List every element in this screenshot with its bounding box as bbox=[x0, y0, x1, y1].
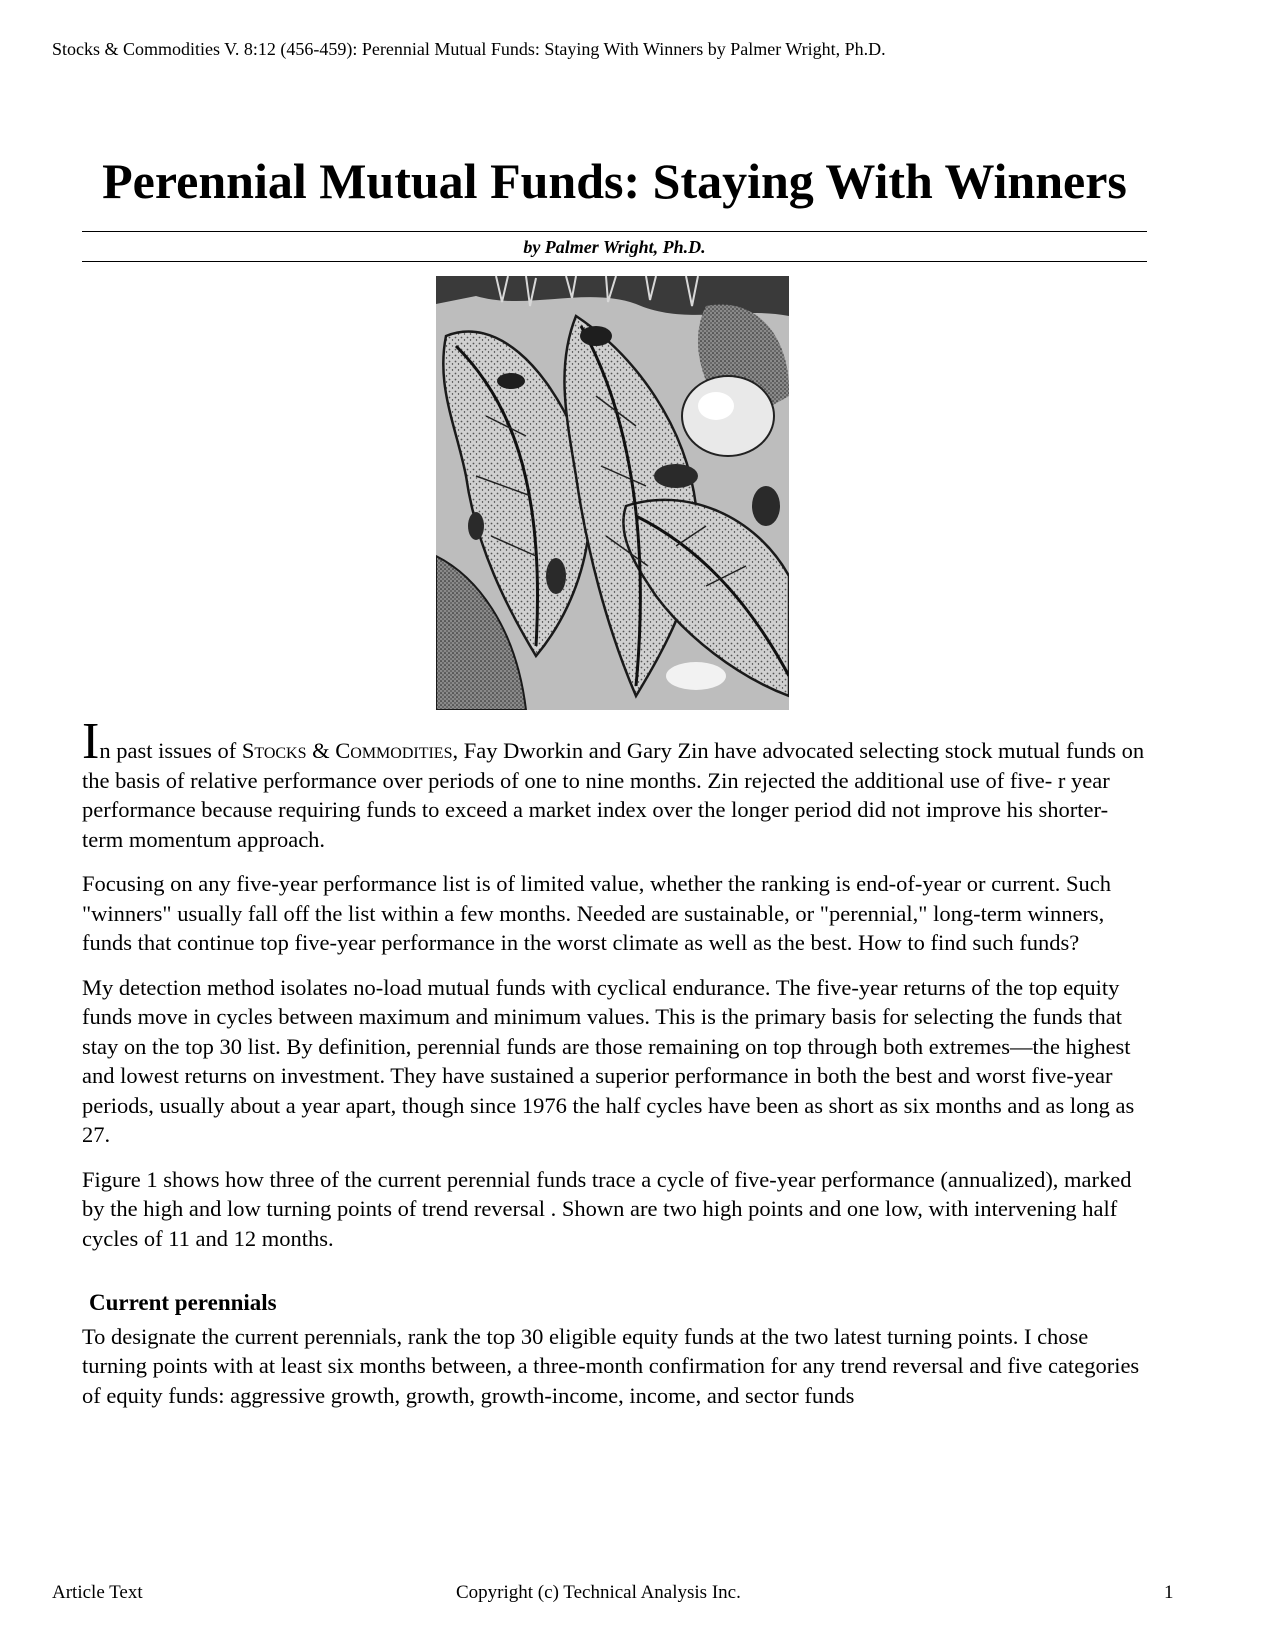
intro-text: , Fay Dworkin and Gary Zin have advocated selecting stock mutual funds on the basis of relative performance over periods of one to nine months. Zin rejected the additional use of five- r year performance because requiring funds to exceed a market index over the longer period did not improve his shorter-term momentum approach. bbox=[82, 738, 1145, 852]
body-paragraph: Focusing on any five-year performance list is of limited value, whether the ranking is end-of-year or current. Such "winners" usually fall off the list within a few months. Needed are sustainable, or "perennial," long-term winners, funds that continue top five-year performance in the worst climate as well as the best. How to find such funds? bbox=[82, 871, 1112, 955]
body-paragraph: My detection method isolates no-load mutual funds with cyclical endurance. The five-year returns of the top equity funds move in cycles between maximum and minimum values. This is the primary basis for selecting the funds that stay on the top 30 list. By definition, perennial funds are those remaining on top through both extremes—the highest and lowest returns on investment. They have sustained a superior performance in both the best and worst five-year periods, usually about a year apart, though since 1976 the half cycles have been as short as six months and as long as 27. bbox=[82, 974, 1135, 1147]
section-paragraph: To designate the current perennials, rank the top 30 eligible equity funds at the two latest turning points. I chose turning points with at least six months between, a three-month confirmation for any trend reversal and five categories of equity funds: aggressive growth, growth, growth-income, income, and sector funds bbox=[82, 1323, 1140, 1408]
footer-copyright: Copyright (c) Technical Analysis Inc. bbox=[456, 1582, 741, 1603]
section-heading: Current perennials bbox=[89, 1290, 277, 1315]
byline-bottom-rule bbox=[82, 261, 1147, 262]
intro-paragraph bbox=[82, 713, 1147, 854]
oak-leaves-acorn-illustration bbox=[436, 276, 789, 710]
article-title: Perennial Mutual Funds: Staying With Winners bbox=[102, 153, 1127, 209]
article-body bbox=[82, 713, 1147, 1425]
magazine-name: Stocks & Commodities bbox=[241, 738, 453, 763]
byline: by Palmer Wright, Ph.D. bbox=[523, 237, 706, 257]
body-paragraph: Figure 1 shows how three of the current perennial funds trace a cycle of five-year performance (annualized), marked by the high and low turning points of trend reversal . Shown are two high points and one low, with intervening half cycles of 11 and 12 months. bbox=[82, 1166, 1132, 1251]
drop-cap: I bbox=[82, 713, 100, 770]
byline-top-rule bbox=[82, 231, 1147, 232]
intro-lead: n past issues of bbox=[99, 738, 242, 763]
running-header: Stocks & Commodities V. 8:12 (456-459): Perennial Mutual Funds: Staying With Winners by Palmer Wright, Ph.D. bbox=[52, 39, 886, 59]
footer-left: Article Text bbox=[52, 1582, 143, 1603]
page-number: 1 bbox=[1164, 1582, 1174, 1603]
